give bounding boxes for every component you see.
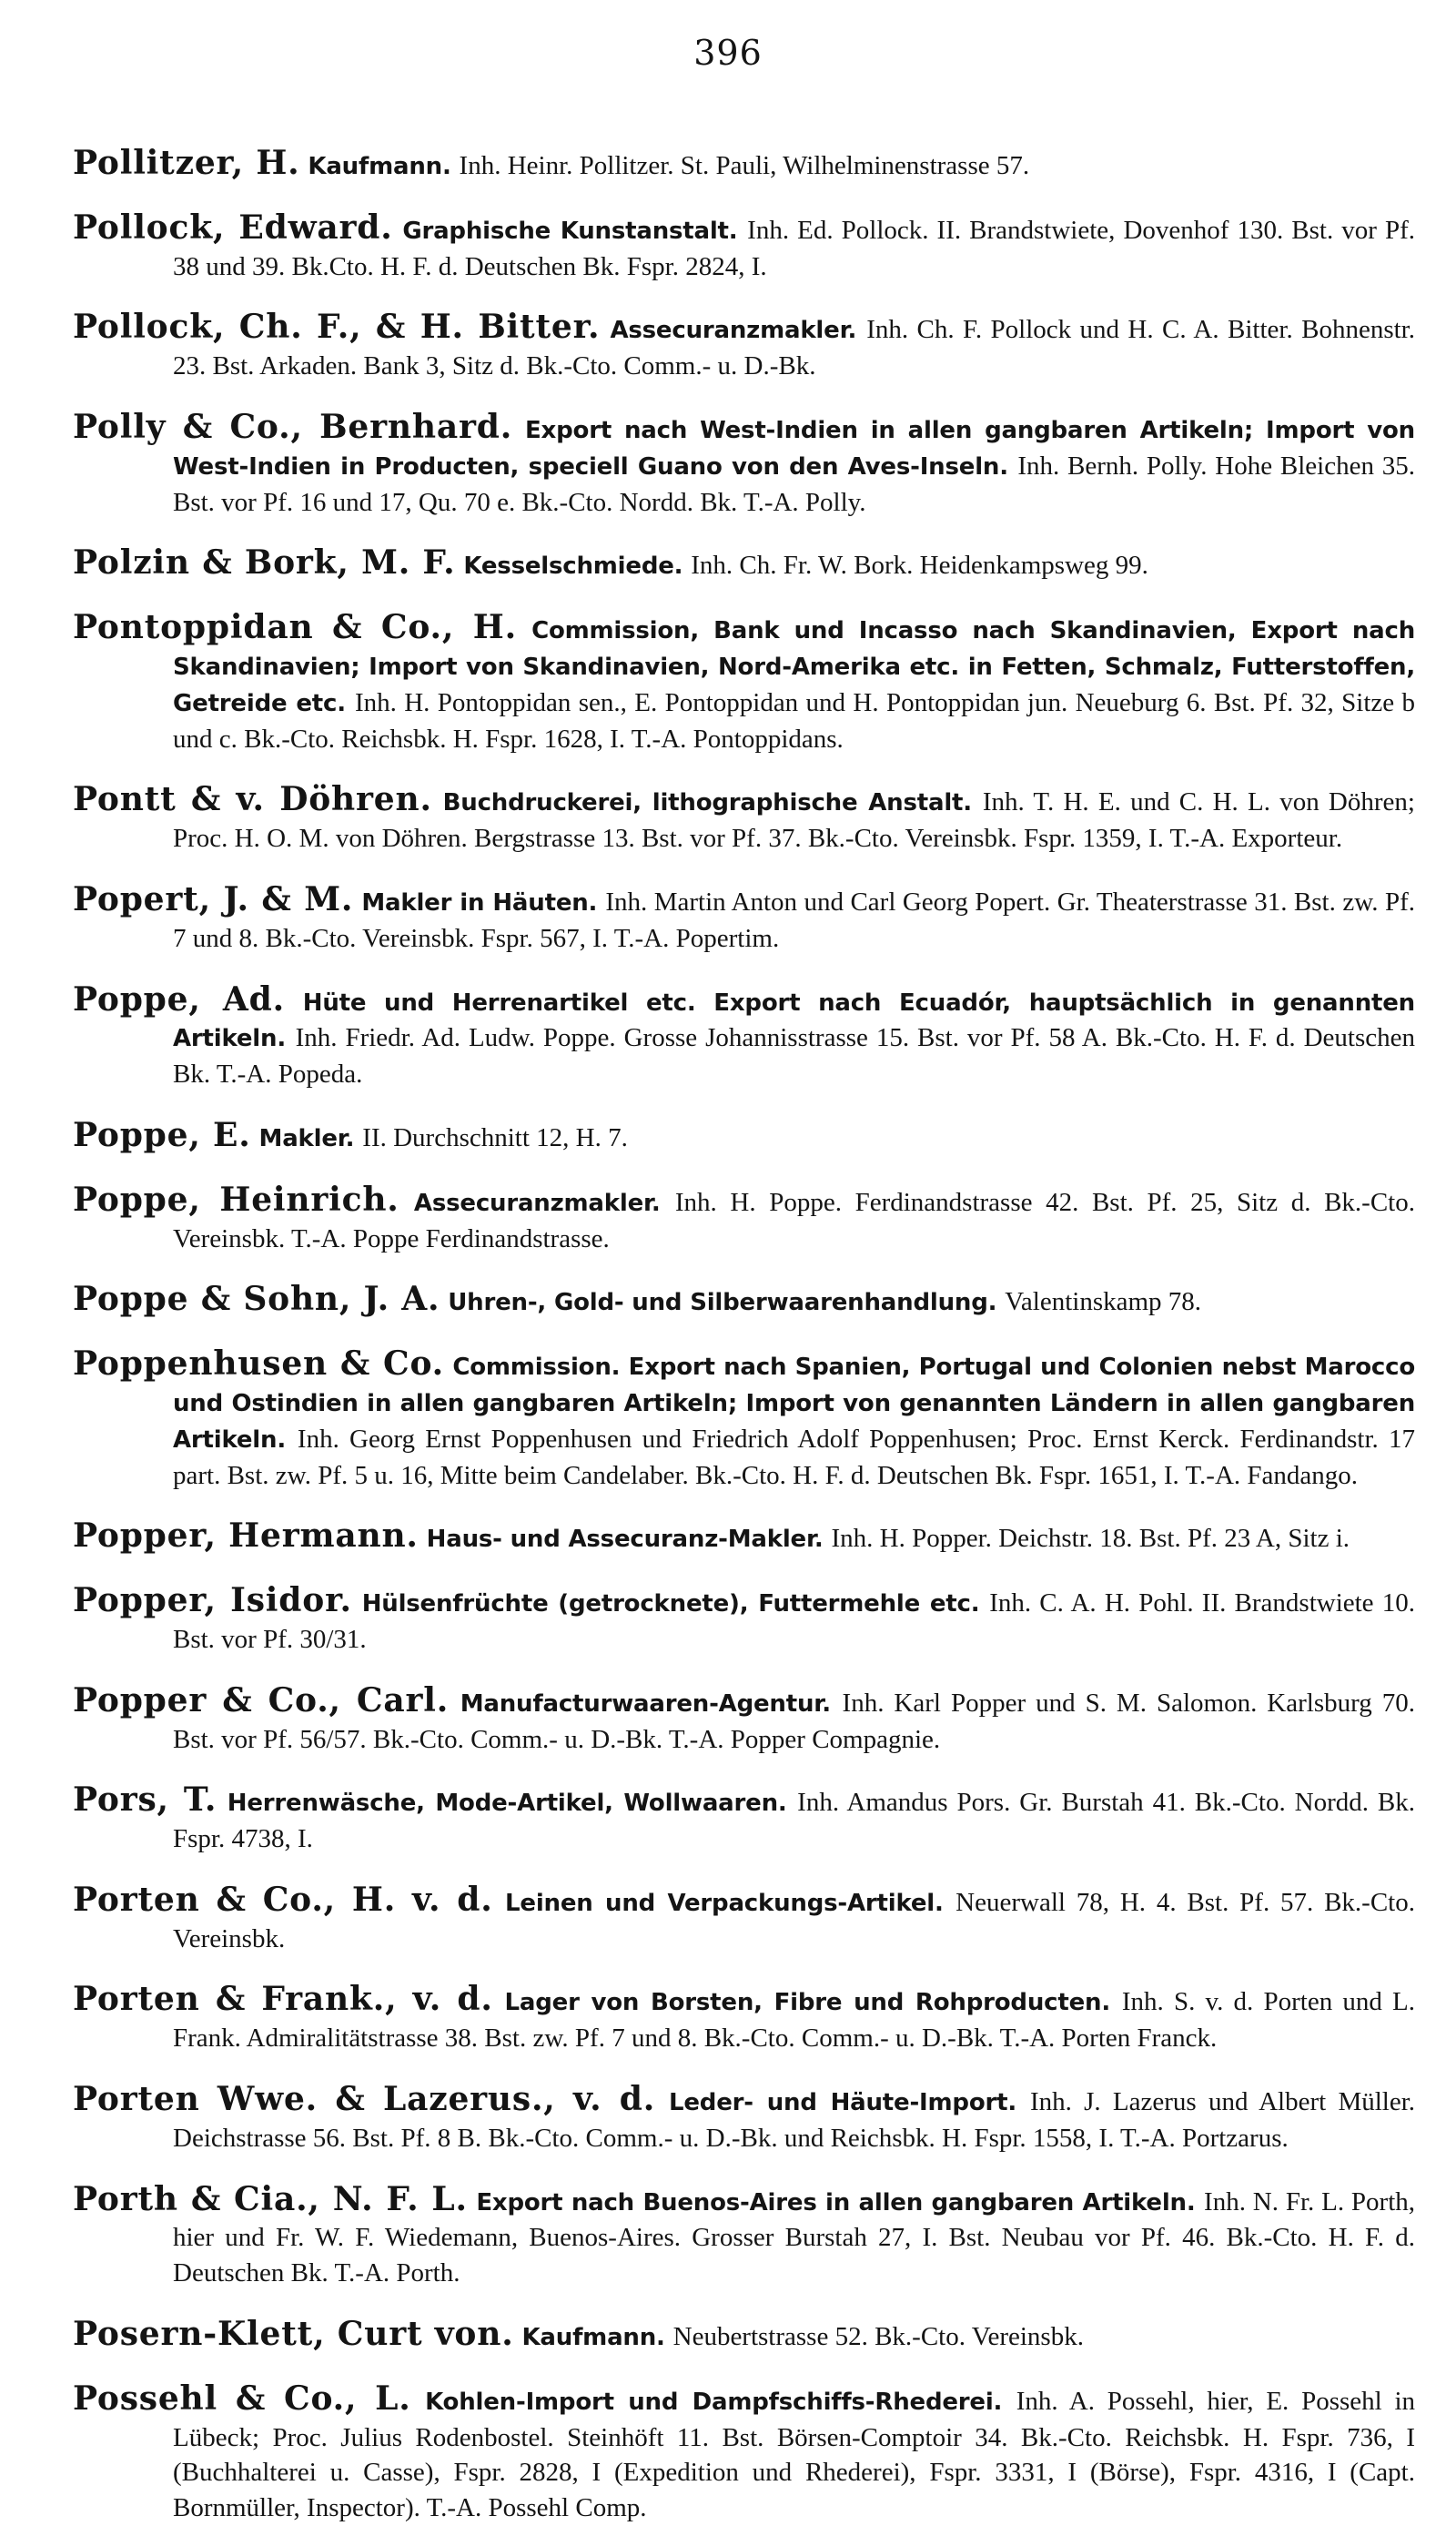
directory-entry — [73, 407, 1415, 520]
directory-entry — [73, 1518, 1415, 1557]
entry-details: Inh. J. Lazerus und Albert Müller. Deichstrasse 56. Bst. Pf. 8 B. Bk.-Cto. Comm.- u. D.-Bk. und Reichsbk. H. Fspr. 1558, I. T.-A. Portzarus. — [173, 2087, 1416, 2153]
directory-entry — [73, 210, 1415, 285]
entry-name: Porth & Cia., N. F. L. — [73, 2179, 468, 2218]
directory-entry — [73, 1346, 1415, 1493]
entry-name: Pollock, Edward. — [73, 208, 393, 247]
entry-business: Export nach West-Indien in allen gangbaren Artikeln; Import von West-Indien in Producten, speciell Guano von den Aves-Inseln. — [173, 416, 1415, 481]
entry-name: Posern-Klett, Curt von. — [73, 2315, 514, 2354]
entry-details: Inh. H. Pontoppidan sen., E. Pontoppidan und H. Pontoppidan jun. Neueburg 6. Bst. Pf. 32, Sitze b und c. Bk.-Cto. Reichsbk. H. Fspr. 1628, I. T.-A. Pontoppidans. — [173, 687, 1416, 754]
entry-name: Polzin & Bork, M. F. — [73, 543, 456, 583]
entry-name: Poppe, Heinrich. — [73, 1180, 399, 1219]
directory-entry — [73, 309, 1415, 384]
entry-business: Leder- und Häute-Import. — [668, 2089, 1017, 2117]
entry-name: Poppe, Ad. — [73, 979, 285, 1019]
entry-details: Inh. S. v. d. Porten und L. Frank. Admiralitätstrasse 38. Bst. zw. Pf. 7 und 8. Bk.-Cto. Comm.- u. D.-Bk. T.-A. Porten Franck. — [173, 1987, 1416, 2054]
entry-details: Inh. N. Fr. L. Porth, hier und Fr. W. F. Wiedemann, Buenos-Aires. Grosser Burstah 27, I. Bst. Neubau vor Pf. 46. Bk.-Cto. H. F. d. Deutschen Bk. T.-A. Porth. — [173, 2186, 1416, 2288]
entry-business: Makler. — [258, 1124, 355, 1152]
entry-name: Polly & Co., Bernhard. — [73, 407, 513, 446]
entry-details: Inh. Amandus Pors. Gr. Burstah 41. Bk.-Cto. Nordd. Bk. Fspr. 4738, I. — [173, 1788, 1416, 1854]
entry-details: Inh. H. Popper. Deichstr. 18. Bst. Pf. 23 A, Sitz i. — [831, 1524, 1350, 1554]
entry-business: Makler in Häuten. — [361, 888, 598, 917]
entry-name: Popper & Co., Carl. — [73, 1680, 450, 1719]
entry-details: Inh. Ed. Pollock. II. Brandstwiete, Dovenhof 130. Bst. vor Pf. 38 und 39. Bk.Cto. H. F. d. Deutschen Bk. Fspr. 2824, I. — [173, 215, 1415, 281]
directory-entry — [73, 879, 1416, 957]
entry-details: Inh. Georg Ernst Poppenhusen und Friedrich Adolf Poppenhusen; Proc. Ernst Kerck. Ferdinandstr. 17 part. Bst. zw. Pf. 5 u. 16, Mitte beim Candelaber. Bk.-Cto. H. F. d. Deutschen Bk. Fspr. 1651, I. T.-A. Fandango. — [173, 1424, 1415, 1490]
directory-entry — [73, 1882, 1415, 1957]
directory-entry — [73, 545, 1415, 584]
entry-details: Inh. T. H. E. und C. H. L. von Döhren; Proc. H. O. M. von Döhren. Bergstrasse 13. Bst. vor Pf. 37. Bk.-Cto. Vereinsbk. Fspr. 1359, I. T.-A. Exporteur. — [173, 787, 1415, 854]
directory-entry — [73, 1282, 1415, 1321]
entry-business: Kohlen-Import und Dampfschiffs-Rhederei. — [425, 2388, 1003, 2416]
entry-business: Export nach Buenos-Aires in allen gangbaren Artikeln. — [476, 2188, 1196, 2216]
entry-business: Commission, Bank und Incasso nach Skandinavien, Export nach Skandinavien; Import von Skandinavien, Nord-Amerika etc. in Fetten, Schmalz, Futterstoffen, Getreide etc. — [173, 617, 1416, 717]
directory-entry — [73, 1583, 1415, 1658]
entry-business: Hüte und Herrenartikel etc. Export nach Ecuadór, hauptsächlich in genannten Artikeln. — [173, 989, 1415, 1053]
entry-business: Manufacturwaaren-Agentur. — [460, 1689, 831, 1718]
entry-business: Leinen und Verpackungs-Artikel. — [505, 1889, 944, 1917]
directory-entries — [73, 120, 1415, 2536]
entry-business: Herrenwäsche, Mode-Artikel, Wollwaaren. — [227, 1790, 787, 1818]
directory-entry — [73, 1782, 1415, 1857]
directory-entry — [73, 2082, 1415, 2156]
entry-details: Inh. Ch. Fr. W. Bork. Heidenkampsweg 99. — [691, 551, 1148, 581]
entry-name: Poppe & Sohn, J. A. — [73, 1280, 440, 1319]
directory-entry — [73, 2317, 1415, 2356]
entry-details: Neuerwall 78, H. 4. Bst. Pf. 57. Bk.-Cto. Vereinsbk. — [173, 1887, 1415, 1953]
entry-details: Inh. Ch. F. Pollock und H. C. A. Bitter. Bohnenstr. 23. Bst. Arkaden. Bank 3, Sitz d. Bk.-Cto. Comm.- u. D.-Bk. — [173, 315, 1415, 381]
page-number: 396 — [693, 33, 763, 73]
directory-entry — [73, 1115, 1415, 1157]
entry-business: Buchdruckerei, lithographische Anstalt. — [442, 789, 972, 817]
entry-name: Popper, Hermann. — [73, 1517, 419, 1556]
entry-business: Kesselschmiede. — [463, 553, 683, 581]
directory-entry — [73, 1182, 1415, 1257]
entry-details: Neubertstrasse 52. Bk.-Cto. Vereinsbk. — [672, 2322, 1084, 2352]
entry-details: Inh. A. Possehl, hier, E. Possehl in Lübeck; Proc. Julius Rodenbostel. Steinhöft 11. Bst. Börsen-Comptoir 34. Bk.-Cto. Reichsbk. H. Fspr. 736, I (Buchhalterei u. Casse), Fspr. 2828, I (Expedition und Rhederei), Fspr. 3331, I (Börse), Fspr. 4316, I (Capt. Bornmüller, Inspector). T.-A. Possehl Comp. — [173, 2386, 1416, 2523]
entry-details: Valentinskamp 78. — [1005, 1287, 1202, 1317]
directory-entry — [73, 979, 1415, 1092]
entry-name: Possehl & Co., L. — [73, 2379, 411, 2418]
directory-entry — [73, 782, 1415, 857]
entry-business: Uhren-, Gold- und Silberwaarenhandlung. — [448, 1289, 997, 1317]
entry-details: Inh. Karl Popper und S. M. Salomon. Karlsburg 70. Bst. vor Pf. 56/57. Bk.-Cto. Comm.- u. D.-Bk. T.-A. Popper Compagnie. — [173, 1688, 1415, 1754]
entry-details: Inh. C. A. H. Pohl. II. Brandstwiete 10. Bst. vor Pf. 30/31. — [173, 1588, 1415, 1654]
entry-details: Inh. Friedr. Ad. Ludw. Poppe. Grosse Johannisstrasse 15. Bst. vor Pf. 58 A. Bk.-Cto. H. F. d. Deutschen Bk. T.-A. Popeda. — [173, 1023, 1415, 1090]
entry-business: Assecuranzmakler. — [610, 317, 857, 345]
entry-business: Commission. Export nach Spanien, Portugal und Colonien nebst Marocco und Ostindien in allen gangbaren Artikeln; Import von genannten Ländern in allen gangbaren Artikeln. — [173, 1354, 1415, 1454]
entry-details: Inh. Martin Anton und Carl Georg Popert. Gr. Theaterstrasse 31. Bst. zw. Pf. 7 und 8. Bk.-Cto. Vereinsbk. Fspr. 567, I. T.-A. Popertim. — [173, 887, 1416, 953]
entry-business: Graphische Kunstanstalt. — [402, 217, 738, 245]
entry-business: Haus- und Assecuranz-Makler. — [426, 1526, 824, 1554]
entry-name: Poppe, E. — [73, 1115, 251, 1154]
entry-name: Pollock, Ch. F., & H. Bitter. — [73, 308, 601, 347]
directory-entry — [73, 2179, 1416, 2291]
entry-name: Pors, T. — [73, 1780, 217, 1820]
entry-details: II. Durchschnitt 12, H. 7. — [362, 1122, 628, 1152]
entry-details: Inh. H. Poppe. Ferdinandstrasse 42. Bst. Pf. 25, Sitz d. Bk.-Cto. Vereinsbk. T.-A. Poppe Ferdinandstrasse. — [173, 1187, 1415, 1253]
entry-business: Assecuranzmakler. — [413, 1189, 661, 1217]
entry-name: Porten & Frank., v. d. — [73, 1980, 493, 2019]
entry-business: Kaufmann. — [521, 2324, 665, 2352]
entry-name: Pontt & v. Döhren. — [73, 780, 432, 819]
entry-name: Pollitzer, H. — [73, 144, 300, 182]
entry-business: Kaufmann. — [308, 153, 451, 180]
entry-name: Porten Wwe. & Lazerus., v. d. — [73, 2080, 656, 2119]
entry-name: Poppenhusen & Co. — [73, 1344, 444, 1384]
entry-name: Pontoppidan & Co., H. — [73, 608, 517, 647]
directory-entry — [73, 610, 1415, 756]
directory-entry — [73, 2381, 1415, 2526]
entry-name: Porten & Co., H. v. d. — [73, 1880, 493, 1919]
entry-name: Popper, Isidor. — [73, 1581, 352, 1620]
directory-entry — [73, 1680, 1415, 1758]
entry-name: Popert, J. & M. — [73, 879, 354, 918]
entry-business: Lager von Borsten, Fibre und Rohproducten. — [504, 1989, 1111, 2017]
entry-details: Inh. Heinr. Pollitzer. St. Pauli, Wilhelminenstrasse 57. — [459, 151, 1030, 180]
directory-entry — [73, 146, 1415, 185]
entry-business: Hülsenfrüchte (getrocknete), Futtermehle etc. — [361, 1590, 980, 1618]
entry-details: Inh. Bernh. Polly. Hohe Bleichen 35. Bst. vor Pf. 16 und 17, Qu. 70 e. Bk.-Cto. Nordd. Bk. T.-A. Polly. — [173, 451, 1415, 517]
directory-entry — [73, 1982, 1415, 2056]
